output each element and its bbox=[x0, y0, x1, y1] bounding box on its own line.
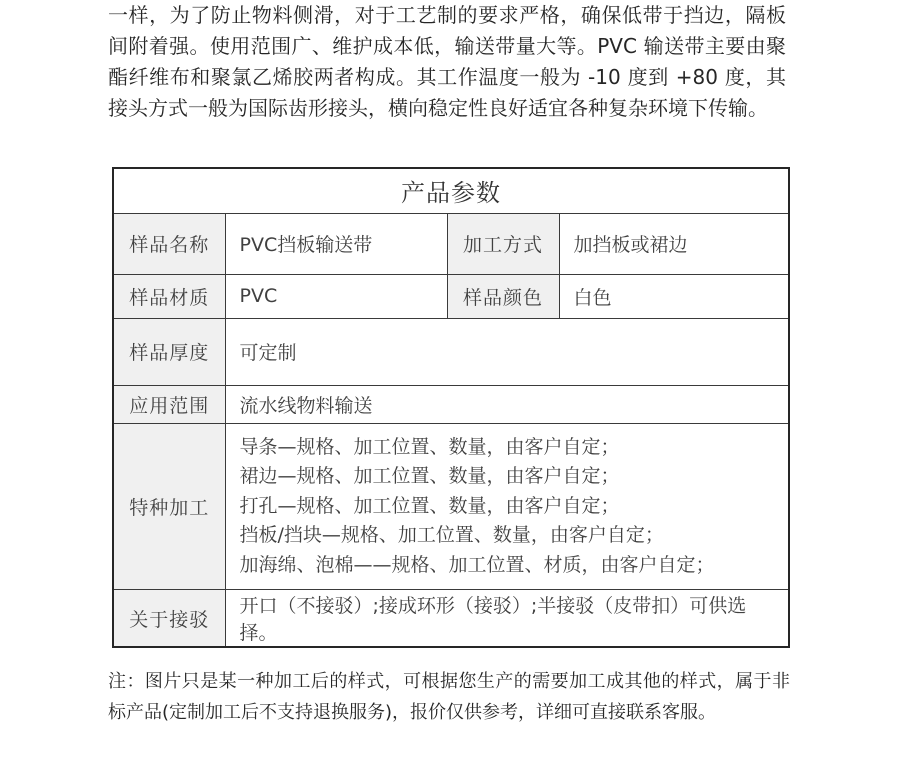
value-sample-name: PVC挡板输送带 bbox=[225, 213, 447, 274]
label-sample-name: 样品名称 bbox=[113, 213, 225, 274]
row-sample-name bbox=[113, 213, 789, 274]
value-special-processing bbox=[225, 423, 789, 590]
value-application-scope: 流水线物料输送 bbox=[225, 385, 789, 423]
table-title: 产品参数 bbox=[113, 168, 789, 213]
label-sample-color: 样品颜色 bbox=[447, 274, 559, 318]
special-line-guide-strip: 导条—规格、加工位置、数量，由客户自定； bbox=[239, 435, 620, 458]
special-line-sponge-foam: 加海绵、泡棉——规格、加工位置、材质，由客户自定； bbox=[239, 553, 715, 576]
label-processing-method: 加工方式 bbox=[447, 213, 559, 274]
product-params-table bbox=[112, 167, 790, 648]
row-sample-material bbox=[113, 274, 789, 318]
special-line-punching: 打孔—规格、加工位置、数量，由客户自定； bbox=[239, 494, 620, 517]
value-sample-thickness: 可定制 bbox=[225, 318, 789, 385]
intro-paragraph: 一样，为了防止物料侧滑，对于工艺制的要求严格，确保低带于挡边，隔板间附着强。使用范围广、维护成本低，输送带量大等。PVC 输送带主要由聚酯纤维布和聚氯乙烯胶两者构成。其工作温度一般为 -10 度到 +80 度，其接头方式一般为国际齿形接头，横向稳定性良好适宜各种复杂环境下传输。 bbox=[108, 3, 786, 120]
row-joint-options bbox=[113, 590, 789, 648]
label-application-scope: 应用范围 bbox=[113, 385, 225, 423]
label-joint-options: 关于接驳 bbox=[113, 590, 225, 648]
table-title-row bbox=[113, 168, 789, 213]
value-processing-method: 加挡板或裙边 bbox=[559, 213, 789, 274]
row-special-processing bbox=[113, 423, 789, 590]
label-sample-material: 样品材质 bbox=[113, 274, 225, 318]
note-paragraph: 注：图片只是某一种加工后的样式，可根据您生产的需要加工成其他的样式，属于非标产品(定制加工后不支持退换服务)，报价仅供参考，详细可直接联系客服。 bbox=[108, 671, 790, 723]
label-sample-thickness: 样品厚度 bbox=[113, 318, 225, 385]
special-line-baffle: 挡板/挡块—规格、加工位置、数量，由客户自定； bbox=[239, 524, 664, 546]
row-sample-thickness bbox=[113, 318, 789, 385]
row-application-scope bbox=[113, 385, 789, 423]
label-special-processing: 特种加工 bbox=[113, 423, 225, 590]
value-joint-options: 开口（不接驳）;接成环形（接驳）;半接驳（皮带扣）可供选择。 bbox=[225, 590, 789, 648]
value-sample-color: 白色 bbox=[559, 274, 789, 318]
special-line-skirt: 裙边—规格、加工位置、数量，由客户自定； bbox=[239, 465, 620, 487]
value-sample-material: PVC bbox=[225, 274, 447, 318]
